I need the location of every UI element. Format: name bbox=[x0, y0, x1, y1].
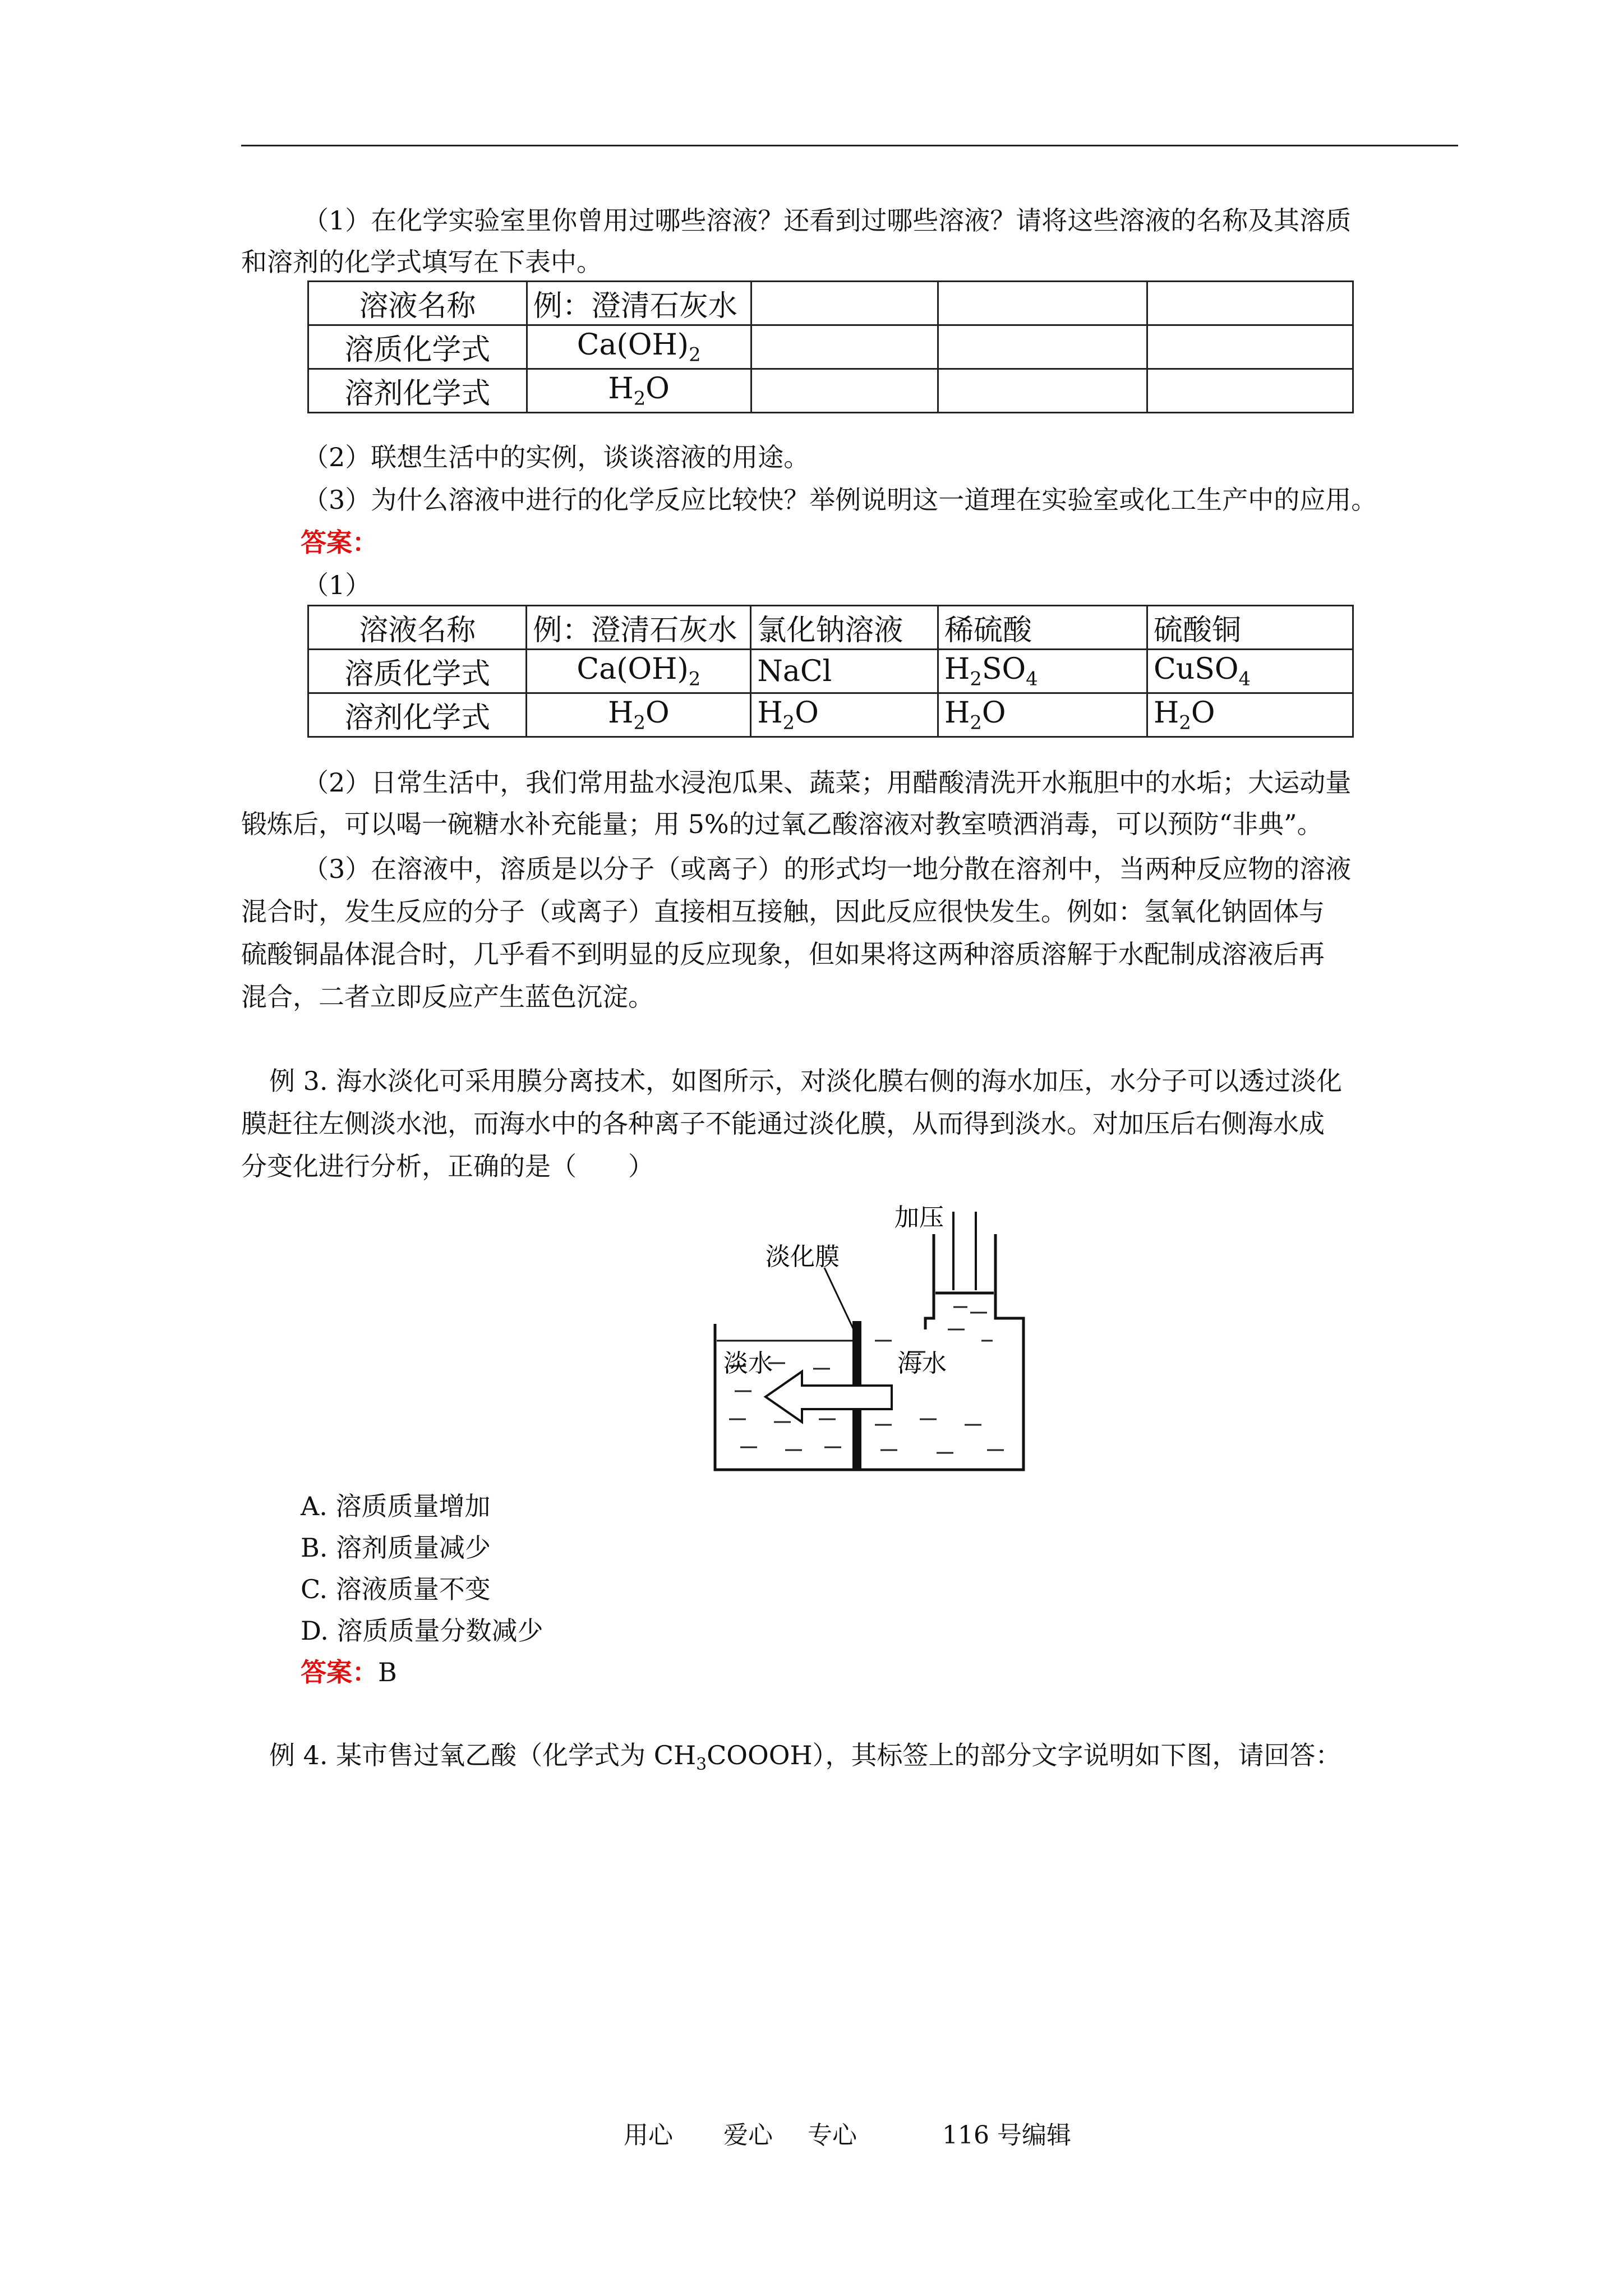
option-a: A. 溶质质量增加 bbox=[301, 1491, 491, 1521]
pressure-label: 加压 bbox=[895, 1203, 944, 1232]
question-table bbox=[307, 280, 1354, 413]
table-cell: 溶液名称 bbox=[308, 606, 527, 650]
table-cell bbox=[751, 325, 938, 369]
table-cell: 溶液名称 bbox=[308, 282, 527, 325]
option-c: C. 溶液质量不变 bbox=[301, 1574, 491, 1604]
answer-2-line1: （2）日常生活中，我们常用盐水浸泡瓜果、蔬菜；用醋酸清洗开水瓶胆中的水垢；大运动量 bbox=[303, 767, 1352, 798]
table-row bbox=[308, 282, 1353, 325]
answer-label: 答案： bbox=[301, 1657, 378, 1687]
answer-3-line2: 混合时，发生反应的分子（或离子）直接相互接触，因此反应很快发生。例如：氢氧化钠固体与 bbox=[241, 896, 1325, 927]
table-cell: 稀硫酸 bbox=[938, 606, 1147, 650]
table-cell bbox=[938, 282, 1147, 325]
header-rule bbox=[241, 145, 1458, 146]
answer-1-label: （1） bbox=[303, 570, 371, 600]
table-cell: 氯化钠溶液 bbox=[751, 606, 938, 650]
example-4-line1: 例 4. 某市售过氧乙酸（化学式为 $CH_3COOOH$），其标签上的部分文字说明如下图，请回答： bbox=[269, 1740, 1341, 1775]
table-row bbox=[308, 650, 1353, 693]
table-row bbox=[308, 325, 1353, 369]
table-cell: 硫酸铜 bbox=[1147, 606, 1353, 650]
example-3-line2: 膜赶往左侧淡水池，而海水中的各种离子不能通过淡化膜，从而得到淡水。对加压后右侧海水成 bbox=[241, 1108, 1325, 1139]
table-cell: NaCl bbox=[751, 650, 938, 693]
q1-intro-line1: （1）在化学实验室里你曾用过哪些溶液？还看到过哪些溶液？请将这些溶液的名称及其溶质 bbox=[303, 205, 1352, 236]
desalination-diagram bbox=[712, 1200, 1026, 1481]
formula-caoh2: $Ca(OH)_2$ bbox=[527, 650, 751, 693]
answer-3-line1: （3）在溶液中，溶质是以分子（或离子）的形式均一地分散在溶剂中，当两种反应物的溶液 bbox=[303, 854, 1352, 884]
table-cell bbox=[1147, 282, 1353, 325]
footer-text-1: 用心 bbox=[624, 2121, 673, 2150]
pressure-column-wall bbox=[925, 1234, 934, 1329]
formula-h2o: $H_2O$ bbox=[751, 693, 938, 737]
formula-cuso4: CuSO$_4$ bbox=[1147, 650, 1353, 693]
membrane-label: 淡化膜 bbox=[766, 1243, 840, 1271]
formula-h2o: $H_2O$ bbox=[527, 369, 751, 413]
answer-3-line4: 混合，二者立即反应产生蓝色沉淀。 bbox=[241, 982, 654, 1012]
formula-caoh2: $Ca(OH)_2$ bbox=[527, 325, 751, 369]
example-3-line3: 分变化进行分析，正确的是（ ） bbox=[241, 1151, 654, 1181]
membrane-pointer bbox=[824, 1268, 854, 1329]
table-row bbox=[308, 693, 1353, 737]
table-cell bbox=[1147, 369, 1353, 413]
sea-water-label: 海水 bbox=[897, 1349, 947, 1378]
answer-3-line3: 硫酸铜晶体混合时，几乎看不到明显的反应现象，但如果将这两种溶质溶解于水配制成溶液后再 bbox=[241, 939, 1325, 969]
table-row bbox=[308, 606, 1353, 650]
table-cell bbox=[938, 325, 1147, 369]
answer-table bbox=[307, 605, 1354, 738]
q3-text: （3）为什么溶液中进行的化学反应比较快？举例说明这一道理在实验室或化工生产中的应用。 bbox=[303, 485, 1377, 515]
formula-h2o: $H_2O$ bbox=[527, 693, 751, 737]
formula-h2so4: $H_2SO_4$ bbox=[938, 650, 1147, 693]
footer-text-4: 116 号编辑 bbox=[942, 2121, 1071, 2150]
water-flow-arrow-icon bbox=[766, 1372, 892, 1422]
q2-text: （2）联想生活中的实例，谈谈溶液的用途。 bbox=[303, 442, 810, 472]
table-cell: 例：澄清石灰水 bbox=[527, 606, 751, 650]
water-texture bbox=[729, 1307, 1004, 1453]
table-cell: 例：澄清石灰水 bbox=[527, 282, 751, 325]
formula-h2o: $H_2O$ bbox=[938, 693, 1147, 737]
answer-2-line2: 锻炼后，可以喝一碗糖水补充能量；用 5%的过氧乙酸溶液对教室喷洒消毒，可以预防“非典”。 bbox=[241, 809, 1323, 839]
table-cell bbox=[751, 369, 938, 413]
table-cell bbox=[1147, 325, 1353, 369]
answer-label: 答案： bbox=[301, 527, 378, 558]
table-cell: 溶剂化学式 bbox=[308, 369, 527, 413]
formula-h2o: $H_2O$ bbox=[1147, 693, 1353, 737]
table-cell: 溶剂化学式 bbox=[308, 693, 527, 737]
option-b: B. 溶剂质量减少 bbox=[301, 1533, 491, 1563]
fresh-water-label: 淡水 bbox=[723, 1349, 773, 1378]
table-cell: 溶质化学式 bbox=[308, 650, 527, 693]
table-cell bbox=[938, 369, 1147, 413]
table-cell: 溶质化学式 bbox=[308, 325, 527, 369]
footer-text-3: 专心 bbox=[808, 2121, 857, 2150]
table-row bbox=[308, 369, 1353, 413]
option-d: D. 溶质质量分数减少 bbox=[301, 1616, 543, 1646]
q1-intro-line2: 和溶剂的化学式填写在下表中。 bbox=[241, 247, 602, 277]
table-cell bbox=[751, 282, 938, 325]
example-3-line1: 例 3. 海水淡化可采用膜分离技术，如图所示，对淡化膜右侧的海水加压，水分子可以透过淡化 bbox=[269, 1066, 1343, 1096]
footer-text-2: 爱心 bbox=[723, 2121, 773, 2150]
example-3-answer bbox=[301, 1651, 397, 1693]
answer-value: B bbox=[378, 1657, 397, 1687]
